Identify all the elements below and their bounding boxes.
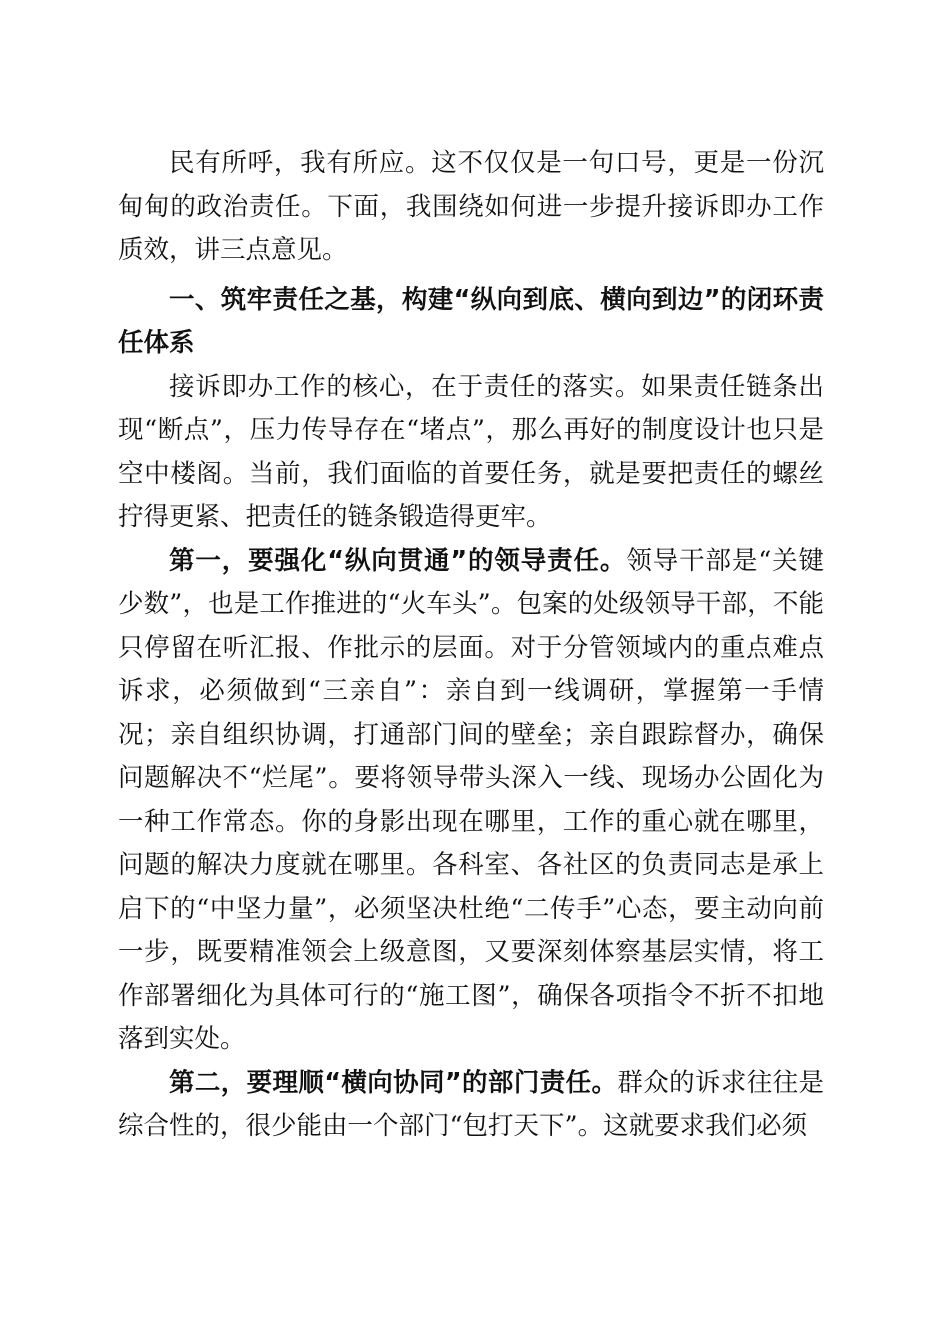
paragraph-body-first: 领导干部是“关键少数”，也是工作推进的“火车头”。包案的处级领导干部，不能只停留在听汇报、作批示的层面。对于分管领域内的重点难点诉求，必须做到“三亲自”：亲自到一线调研，掌握第一手情况；亲自组织协调，打通部门间的壁垒；亲自跟踪督办，确保问题解决不“烂尾”。要将领导带头深入一线、现场办公固化为一种工作常态。你的身影出现在哪里，工作的重心就在哪里，问题的解决力度就在哪里。各科室、各社区的负责同志是承上启下的“中坚力量”，必须坚决杜绝“二传手”心态，要主动向前一步，既要精准领会上级意图，又要深刻体察基层实情，将工作部署细化为具体可行的“施工图”，确保各项指令不折不扣地落到实处。 — [118, 545, 824, 1054]
paragraph-lead-first: 第一，要强化“纵向贯通”的领导责任。 — [169, 545, 627, 576]
paragraph-intro: 民有所呼，我有所应。这不仅仅是一句口号，更是一份沉甸甸的政治责任。下面，我围绕如何进一步提升接诉即办工作质效，讲三点意见。 — [118, 148, 824, 265]
paragraph-lead-second: 第二，要理顺“横向协同”的部门责任。 — [169, 1067, 618, 1098]
section-heading-1: 一、筑牢责任之基，构建“纵向到底、横向到边”的闭环责任体系 — [118, 284, 824, 358]
paragraph-leadership-responsibility — [118, 540, 824, 1062]
document-page — [118, 142, 824, 1149]
paragraph-responsibility-core: 接诉即办工作的核心，在于责任的落实。如果责任链条出现“断点”，压力传导存在“堵点”，那么再好的制度设计也只是空中楼阁。当前，我们面临的首要任务，就是要把责任的螺丝拧得更紧、把责任的链条锻造得更牢。 — [118, 371, 824, 532]
paragraph-department-responsibility — [118, 1062, 824, 1149]
paragraph-body-second: 群众的诉求往往是综合性的，很少能由一个部门“包打天下”。这就要求我们必须 — [118, 1067, 824, 1141]
